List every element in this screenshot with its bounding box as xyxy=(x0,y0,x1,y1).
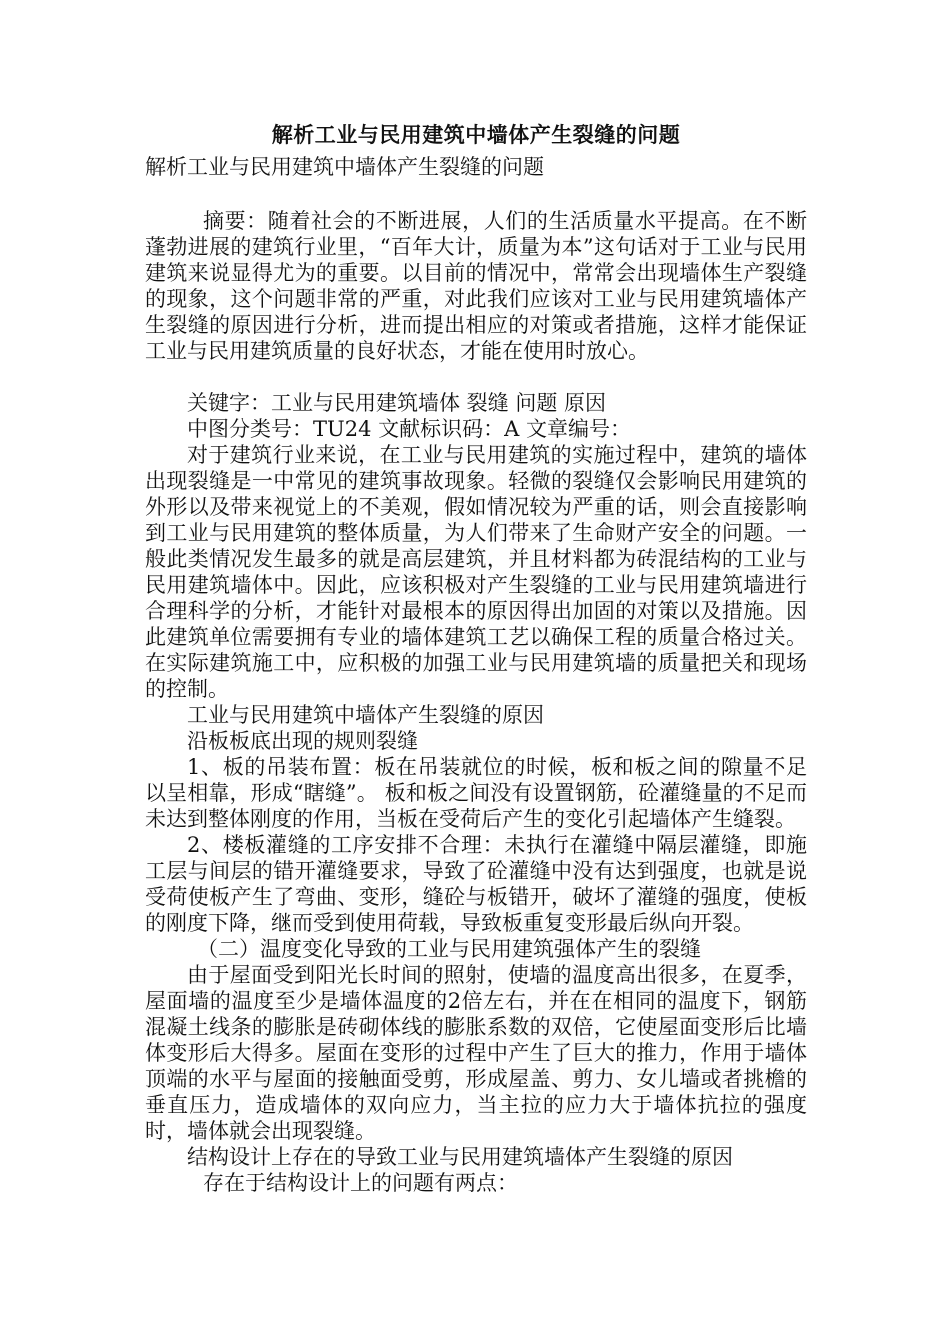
document-title: 解析工业与民用建筑中墙体产生裂缝的问题 xyxy=(271,122,681,147)
item2-paragraph: 2、楼板灌缝的工序安排不合理：未执行在灌缝中隔层灌缝，即施工层与间层的错开灌缝要求，导致了砼灌缝中没有达到强度，也就是说受荷使板产生了弯曲、变形，缝砼与板错开，破坏了灌缝的强度，使板的刚度下降，继而受到使用荷载，导致板重复变形最后纵向开裂。 xyxy=(145,833,807,935)
item1-paragraph: 1、板的吊装布置：板在吊装就位的时候，板和板之间的隙量不足以呈相靠，形成“瞎缝”。 板和板之间没有设置钢筋，砼灌缝量的不足而未达到整体刚度的作用，当板在受荷后产生的变化引起墙体产生缝裂。 xyxy=(145,755,807,831)
section2-paragraph: 由于屋面受到阳光长时间的照射，使墙的温度高出很多，在夏季，屋面墙的温度至少是墙体温度的2倍左右，并在在相同的温度下，钢筋混凝土线条的膨胀是砖砌体线的膨胀系数的双倍，它使屋面变形后比墙体变形后大得多。屋面在变形的过程中产生了巨大的推力，作用于墙体顶端的水平与屋面的接触面受剪，形成屋盖、剪力、女儿墙或者挑檐的垂直压力，造成墙体的双向应力，当主拉的应力大于墙体抗拉的强度时，墙体就会出现裂缝。 xyxy=(145,963,807,1143)
document-subtitle: 解析工业与民用建筑中墙体产生裂缝的问题 xyxy=(145,155,544,179)
section3-heading: 结构设计上存在的导致工业与民用建筑墙体产生裂缝的原因 xyxy=(187,1145,733,1169)
section2-heading: （二）温度变化导致的工业与民用建筑强体产生的裂缝 xyxy=(197,937,701,961)
section3-paragraph: 存在于结构设计上的问题有两点： xyxy=(203,1171,518,1195)
intro-paragraph: 对于建筑行业来说，在工业与民用建筑的实施过程中，建筑的墙体出现裂缝是一中常见的建筑事故现象。轻微的裂缝仅会影响民用建筑的外形以及带来视觉上的不美观，假如情况较为严重的话，则会直接影响到工业与民用建筑的整体质量，为人们带来了生命财产安全的问题。一般此类情况发生最多的就是高层建筑，并且材料都为砖混结构的工业与民用建筑墙体中。因此，应该积极对产生裂缝的工业与民用建筑墙进行合理科学的分析，才能针对最根本的原因得出加固的对策以及措施。因此建筑单位需要拥有专业的墙体建筑工艺以确保工程的质量合格过关。在实际建筑施工中，应积极的加强工业与民用建筑墙的质量把关和现场的控制。 xyxy=(145,443,807,701)
document-page xyxy=(145,118,807,1196)
section1-subheading: 沿板板底出现的规则裂缝 xyxy=(187,729,418,753)
classification-line: 中图分类号：TU24 文献标识码：A 文章编号： xyxy=(187,417,631,441)
abstract-paragraph: 摘要：随着社会的不断进展，人们的生活质量水平提高。在不断蓬勃进展的建筑行业里，“百年大计，质量为本”这句话对于工业与民用建筑来说显得尤为的重要。以目前的情况中，常常会出现墙体生产裂缝的现象，这个问题非常的严重，对此我们应该对工业与民用建筑墙体产生裂缝的原因进行分析，进而提出相应的对策或者措施，这样才能保证工业与民用建筑质量的良好状态，才能在使用时放心。 xyxy=(145,209,807,363)
section1-heading: 工业与民用建筑中墙体产生裂缝的原因 xyxy=(187,703,544,727)
keywords-block xyxy=(145,390,807,442)
keywords-line: 关键字：工业与民用建筑墙体 裂缝 问题 原因 xyxy=(187,391,607,415)
